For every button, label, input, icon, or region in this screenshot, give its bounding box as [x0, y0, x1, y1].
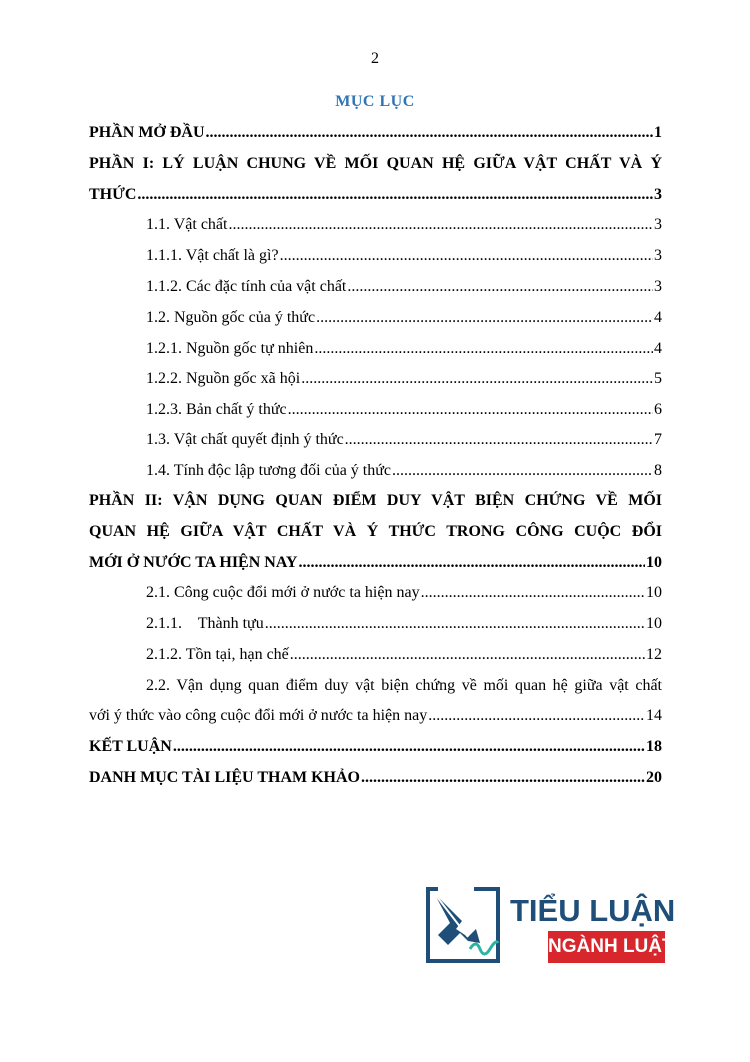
toc-entry-page: 8: [654, 462, 662, 479]
toc-leader-dots: [173, 737, 645, 757]
toc-entry-page: 3: [654, 216, 662, 233]
toc-entry-2-1-2[interactable]: [146, 645, 662, 665]
toc-entry-label: 1.1.1. Vật chất là gì?: [146, 247, 279, 264]
toc-entry-page: 12: [646, 646, 662, 663]
toc-entry-phan-mo-dau[interactable]: [89, 123, 662, 143]
toc-entry-phan-2-line2[interactable]: QUAN HỆ GIỮA VẬT CHẤT VÀ Ý THỨC TRONG CÔNG CUỘC ĐỔI: [89, 523, 662, 540]
toc-leader-dots: [428, 706, 645, 726]
toc-leader-dots: [228, 215, 653, 235]
toc-entry-label: PHẦN MỞ ĐẦU: [89, 124, 205, 141]
toc-entry-label: 2.1.1. Thành tựu: [146, 615, 264, 632]
toc-leader-dots: [347, 277, 653, 297]
toc-leader-dots: [206, 123, 653, 143]
toc-entry-page: 1: [654, 124, 662, 141]
toc-entry-page: 3: [654, 278, 662, 295]
toc-entry-phan-1[interactable]: [89, 185, 662, 205]
toc-entry-label: 1.2.3. Bản chất ý thức: [146, 401, 287, 418]
toc-entry-page: 4: [654, 309, 662, 326]
toc-leader-dots: [301, 369, 653, 389]
toc-entry-1-4[interactable]: [146, 461, 662, 481]
pen-nib-icon: [424, 885, 504, 965]
toc-entry-1-1-1[interactable]: [146, 246, 662, 266]
toc-entry-label: 2.1. Công cuộc đổi mới ở nước ta hiện nay: [146, 584, 420, 601]
toc-entry-phan-2-line1[interactable]: PHẦN II: VẬN DỤNG QUAN ĐIỂM DUY VẬT BIỆN CHỨNG VỀ MỐI: [89, 492, 662, 509]
toc-entry-page: 20: [646, 769, 662, 786]
toc-entry-label: 1.4. Tính độc lập tương đối của ý thức: [146, 462, 392, 479]
toc-leader-dots: [392, 461, 653, 481]
toc-entry-label: 1.2. Nguồn gốc của ý thức: [146, 309, 316, 326]
toc-entry-label: KẾT LUẬN: [89, 738, 172, 755]
brand-logo: [424, 885, 676, 965]
toc-entry-page: 18: [646, 738, 662, 755]
toc-entry-label: 2.1.2. Tồn tại, hạn chế: [146, 646, 289, 663]
toc-leader-dots: [345, 430, 653, 450]
page-number: 2: [371, 50, 379, 67]
toc-entry-1-2-3[interactable]: [146, 400, 662, 420]
toc-leader-dots: [298, 553, 645, 573]
toc-entry-2-1[interactable]: [146, 583, 662, 603]
toc-leader-dots: [137, 185, 653, 205]
toc-entry-page: 10: [646, 584, 662, 601]
toc-entry-1-2-2[interactable]: [146, 369, 662, 389]
toc-entry-page: 4: [654, 340, 662, 357]
toc-entry-2-1-1[interactable]: [146, 614, 662, 634]
toc-entry-1-1-2[interactable]: [146, 277, 662, 297]
toc-entry-label: THỨC: [89, 186, 137, 203]
toc-entry-tai-lieu-tham-khao[interactable]: [89, 768, 662, 788]
toc-entry-phan-2[interactable]: [89, 553, 662, 573]
toc-entry-2-2[interactable]: [89, 706, 662, 726]
toc-entry-page: 14: [646, 707, 662, 724]
toc-entry-1-3[interactable]: [146, 430, 662, 450]
toc-entry-label: MỚI Ở NƯỚC TA HIỆN NAY: [89, 554, 298, 571]
toc-entry-label: 1.2.2. Nguồn gốc xã hội: [146, 370, 301, 387]
logo-title: TIỂU LUẬN: [510, 893, 676, 928]
toc-entry-1-1[interactable]: [146, 215, 662, 235]
toc-entry-page: 3: [654, 247, 662, 264]
toc-entry-ket-luan[interactable]: [89, 737, 662, 757]
toc-entry-page: 6: [654, 401, 662, 418]
toc-entry-1-2[interactable]: [146, 308, 662, 328]
toc-leader-dots: [421, 583, 645, 603]
toc-entry-1-2-1[interactable]: [146, 339, 662, 359]
toc-entry-phan-1-line1[interactable]: PHẦN I: LÝ LUẬN CHUNG VỀ MỐI QUAN HỆ GIỮA VẬT CHẤT VÀ Ý: [89, 155, 662, 172]
toc-entry-label: 1.1. Vật chất: [146, 216, 228, 233]
toc-entry-label: 1.2.1. Nguồn gốc tự nhiên: [146, 340, 314, 357]
toc-entry-label: với ý thức vào công cuộc đổi mới ở nước ta hiện nay: [89, 707, 428, 724]
toc-entry-2-2-line1[interactable]: 2.2. Vận dụng quan điểm duy vật biện chứng về mối quan hệ giữa vật chất: [146, 677, 662, 694]
toc-entry-page: 10: [646, 554, 662, 571]
toc-entry-page: 10: [646, 615, 662, 632]
toc-leader-dots: [290, 645, 645, 665]
toc-leader-dots: [316, 308, 653, 328]
toc-entry-label: 1.1.2. Các đặc tính của vật chất: [146, 278, 347, 295]
toc-leader-dots: [288, 400, 653, 420]
toc-entry-page: 3: [654, 186, 662, 203]
toc-entry-page: 5: [654, 370, 662, 387]
logo-subtitle: NGÀNH LUẬT: [548, 931, 665, 963]
toc-leader-dots: [280, 246, 653, 266]
toc-leader-dots: [361, 768, 645, 788]
toc-leader-dots: [314, 339, 653, 359]
toc-title: MỤC LỤC: [335, 93, 415, 110]
toc-leader-dots: [265, 614, 645, 634]
toc-entry-page: 7: [654, 431, 662, 448]
toc-entry-label: DANH MỤC TÀI LIỆU THAM KHẢO: [89, 769, 360, 786]
toc-entry-label: 1.3. Vật chất quyết định ý thức: [146, 431, 344, 448]
